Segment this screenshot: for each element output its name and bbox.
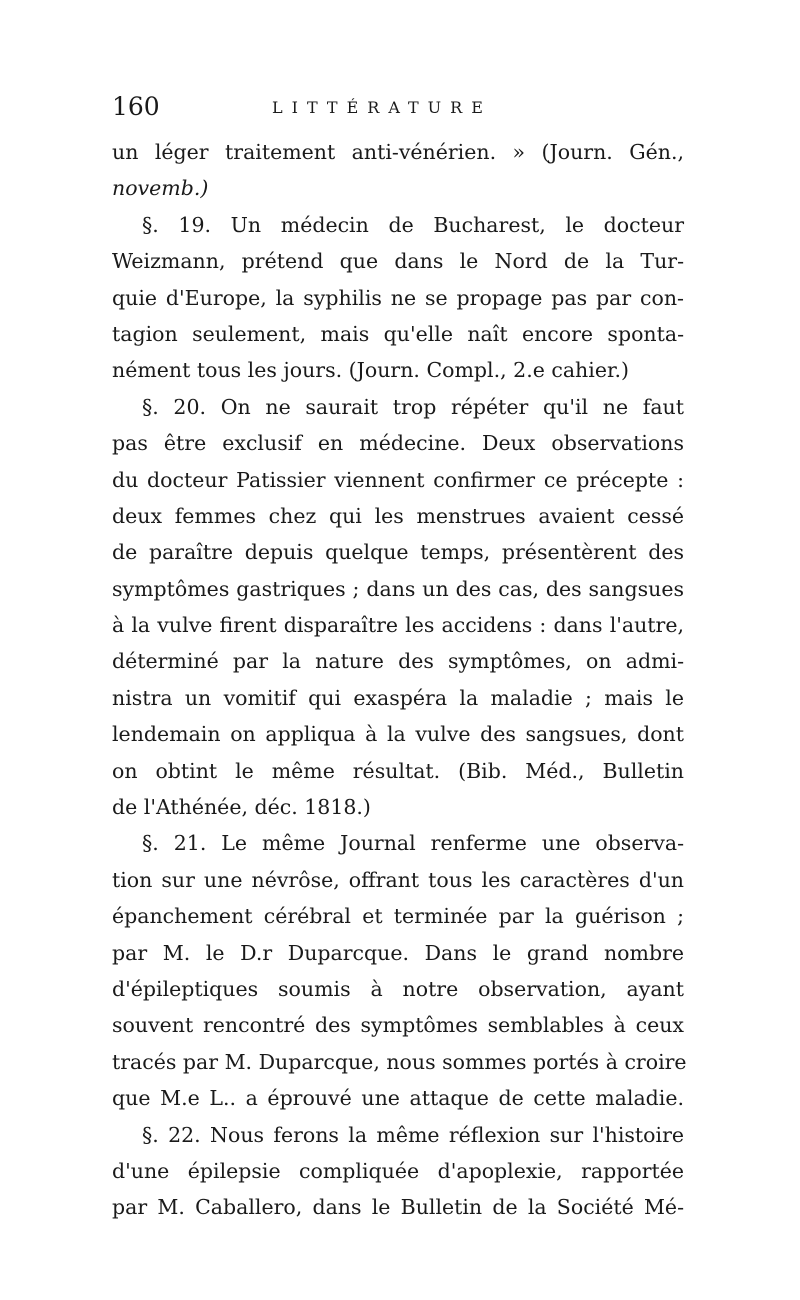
text-line: quie d'Europe, la syphilis ne se propage pas par con- (112, 285, 684, 310)
text-line: que M.e L.. a éprouvé une attaque de cette maladie. (112, 1086, 684, 1111)
text-line: souvent rencontré des symptômes semblables à ceux (112, 1013, 684, 1038)
text-line: deux femmes chez qui les menstrues avaient cessé (112, 503, 684, 528)
running-head (112, 92, 692, 122)
text-line: tagion seulement, mais qu'elle naît encore sponta- (112, 321, 684, 346)
text-line: tion sur une névrôse, offrant tous les caractères d'un (112, 867, 684, 892)
text-line: un léger traitement anti-vénérien. » (Journ. Gén., (112, 140, 684, 164)
text-line: pas être exclusif en médecine. Deux observations (112, 431, 684, 456)
text-line: §. 22. Nous ferons la même réflexion sur l'histoire (142, 1122, 684, 1147)
text-line: du docteur Patissier viennent confirmer ce précepte : (112, 467, 684, 492)
text-line: déterminé par la nature des symptômes, on admi- (112, 649, 684, 674)
page-number: 160 (112, 92, 160, 121)
body-text (112, 134, 687, 1226)
text-line: novemb.) (112, 176, 209, 201)
text-line: d'une épilepsie compliquée d'apoplexie, rapportée (112, 1158, 684, 1183)
text-line: épanchement cérébral et terminée par la guérison ; (112, 904, 684, 929)
running-title: LITTÉRATURE (272, 98, 492, 117)
text-line: nistra un vomitif qui exaspéra la maladie ; mais le (112, 685, 684, 710)
text-line: Weizmann, prétend que dans le Nord de la Tur- (112, 249, 684, 274)
text-line: tracés par M. Duparcque, nous sommes portés à croire (112, 1049, 687, 1074)
text-line: nément tous les jours. (Journ. Compl., 2.e cahier.) (112, 358, 630, 383)
text-line: par M. Caballero, dans le Bulletin de la Société Mé- (112, 1195, 684, 1220)
text-line: de l'Athénée, déc. 1818.) (112, 795, 371, 820)
text-line: lendemain on appliqua à la vulve des sangsues, dont (112, 722, 684, 747)
text-line: symptômes gastriques ; dans un des cas, des sangsues (112, 576, 684, 601)
text-line: §. 21. Le même Journal renferme une observa- (142, 831, 684, 856)
text-line: §. 20. On ne saurait trop répéter qu'il ne faut (142, 394, 684, 419)
text-line: de paraître depuis quelque temps, présentèrent des (112, 540, 684, 565)
text-line: §. 19. Un médecin de Bucharest, le docteur (142, 212, 684, 237)
text-line: à la vulve firent disparaître les accidens : dans l'autre, (112, 613, 684, 638)
text-line: d'épileptiques soumis à notre observation, ayant (112, 976, 684, 1001)
text-line: par M. le D.r Duparcque. Dans le grand nombre (112, 940, 684, 965)
text-line: on obtint le même résultat. (Bib. Méd., Bulletin (112, 758, 684, 783)
